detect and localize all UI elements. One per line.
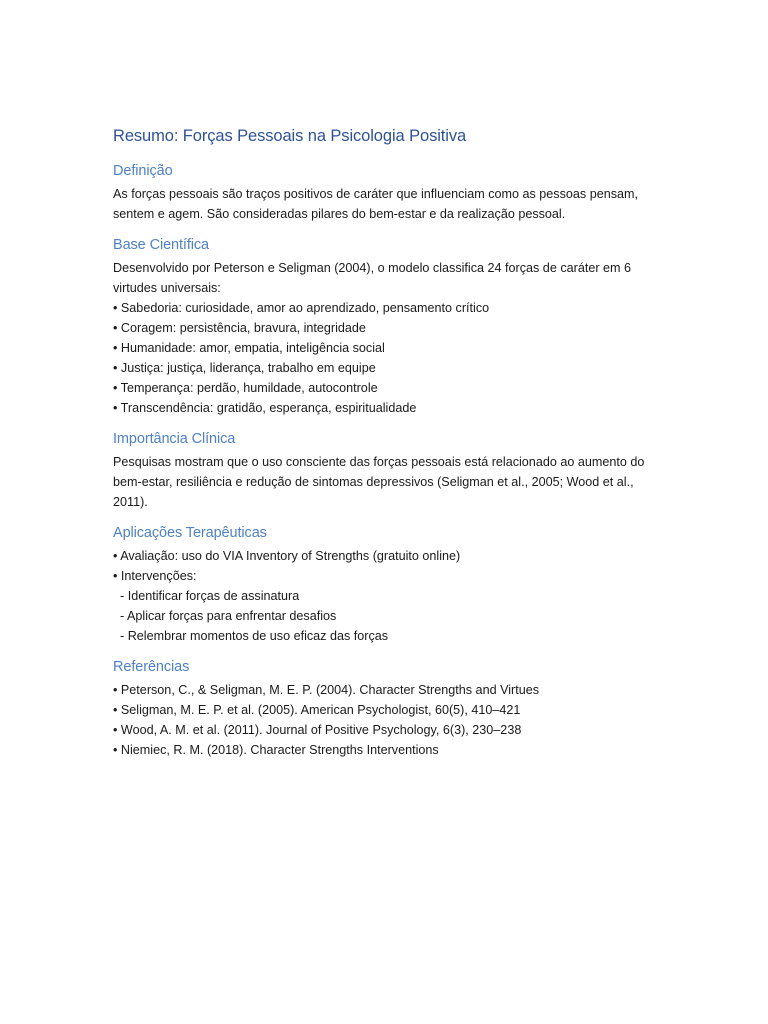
document-page (113, 124, 653, 770)
section-definicao (113, 160, 653, 224)
section-referencias (113, 656, 653, 760)
list-item: • Temperança: perdão, humildade, autocontrole (113, 381, 378, 395)
paragraph-line: virtudes universais: (113, 281, 221, 295)
section-heading: Referências (113, 659, 190, 675)
paragraph-line: sentem e agem. São consideradas pilares do bem-estar e da realização pessoal. (113, 207, 566, 221)
reference-item: • Niemiec, R. M. (2018). Character Strengths Interventions (113, 743, 439, 757)
sub-list-item: - Identificar forças de assinatura (113, 589, 300, 603)
sub-list-item: - Relembrar momentos de uso eficaz das forças (113, 629, 389, 643)
paragraph-line: Desenvolvido por Peterson e Seligman (2004), o modelo classifica 24 forças de caráter em 6 (113, 261, 632, 275)
section-heading: Importância Clínica (113, 431, 236, 447)
reference-item: • Wood, A. M. et al. (2011). Journal of Positive Psychology, 6(3), 230–238 (113, 723, 522, 737)
section-base-cientifica (113, 234, 653, 418)
paragraph-line: 2011). (113, 495, 148, 509)
paragraph-line: Pesquisas mostram que o uso consciente das forças pessoais está relacionado ao aumento do (113, 455, 645, 469)
list-item: • Justiça: justiça, liderança, trabalho em equipe (113, 361, 376, 375)
reference-item: • Peterson, C., & Seligman, M. E. P. (2004). Character Strengths and Virtues (113, 683, 540, 697)
section-aplicacoes-terapeuticas (113, 522, 653, 646)
list-item: • Intervenções: (113, 569, 197, 583)
list-item: • Transcendência: gratidão, esperança, espiritualidade (113, 401, 417, 415)
section-heading: Base Científica (113, 237, 210, 253)
sub-list-item: - Aplicar forças para enfrentar desafios (113, 609, 337, 623)
section-importancia-clinica (113, 428, 653, 512)
document-title: Resumo: Forças Pessoais na Psicologia Positiva (113, 127, 467, 145)
list-item: • Humanidade: amor, empatia, inteligência social (113, 341, 385, 355)
section-heading: Aplicações Terapêuticas (113, 525, 267, 541)
section-heading: Definição (113, 163, 173, 179)
list-item: • Coragem: persistência, bravura, integridade (113, 321, 366, 335)
list-item: • Avaliação: uso do VIA Inventory of Strengths (gratuito online) (113, 549, 461, 563)
paragraph-line: bem-estar, resiliência e redução de sintomas depressivos (Seligman et al., 2005; Wood et al., (113, 475, 634, 489)
reference-item: • Seligman, M. E. P. et al. (2005). American Psychologist, 60(5), 410–421 (113, 703, 521, 717)
list-item: • Sabedoria: curiosidade, amor ao aprendizado, pensamento crítico (113, 301, 490, 315)
paragraph-line: As forças pessoais são traços positivos de caráter que influenciam como as pessoas pensam, (113, 187, 639, 201)
